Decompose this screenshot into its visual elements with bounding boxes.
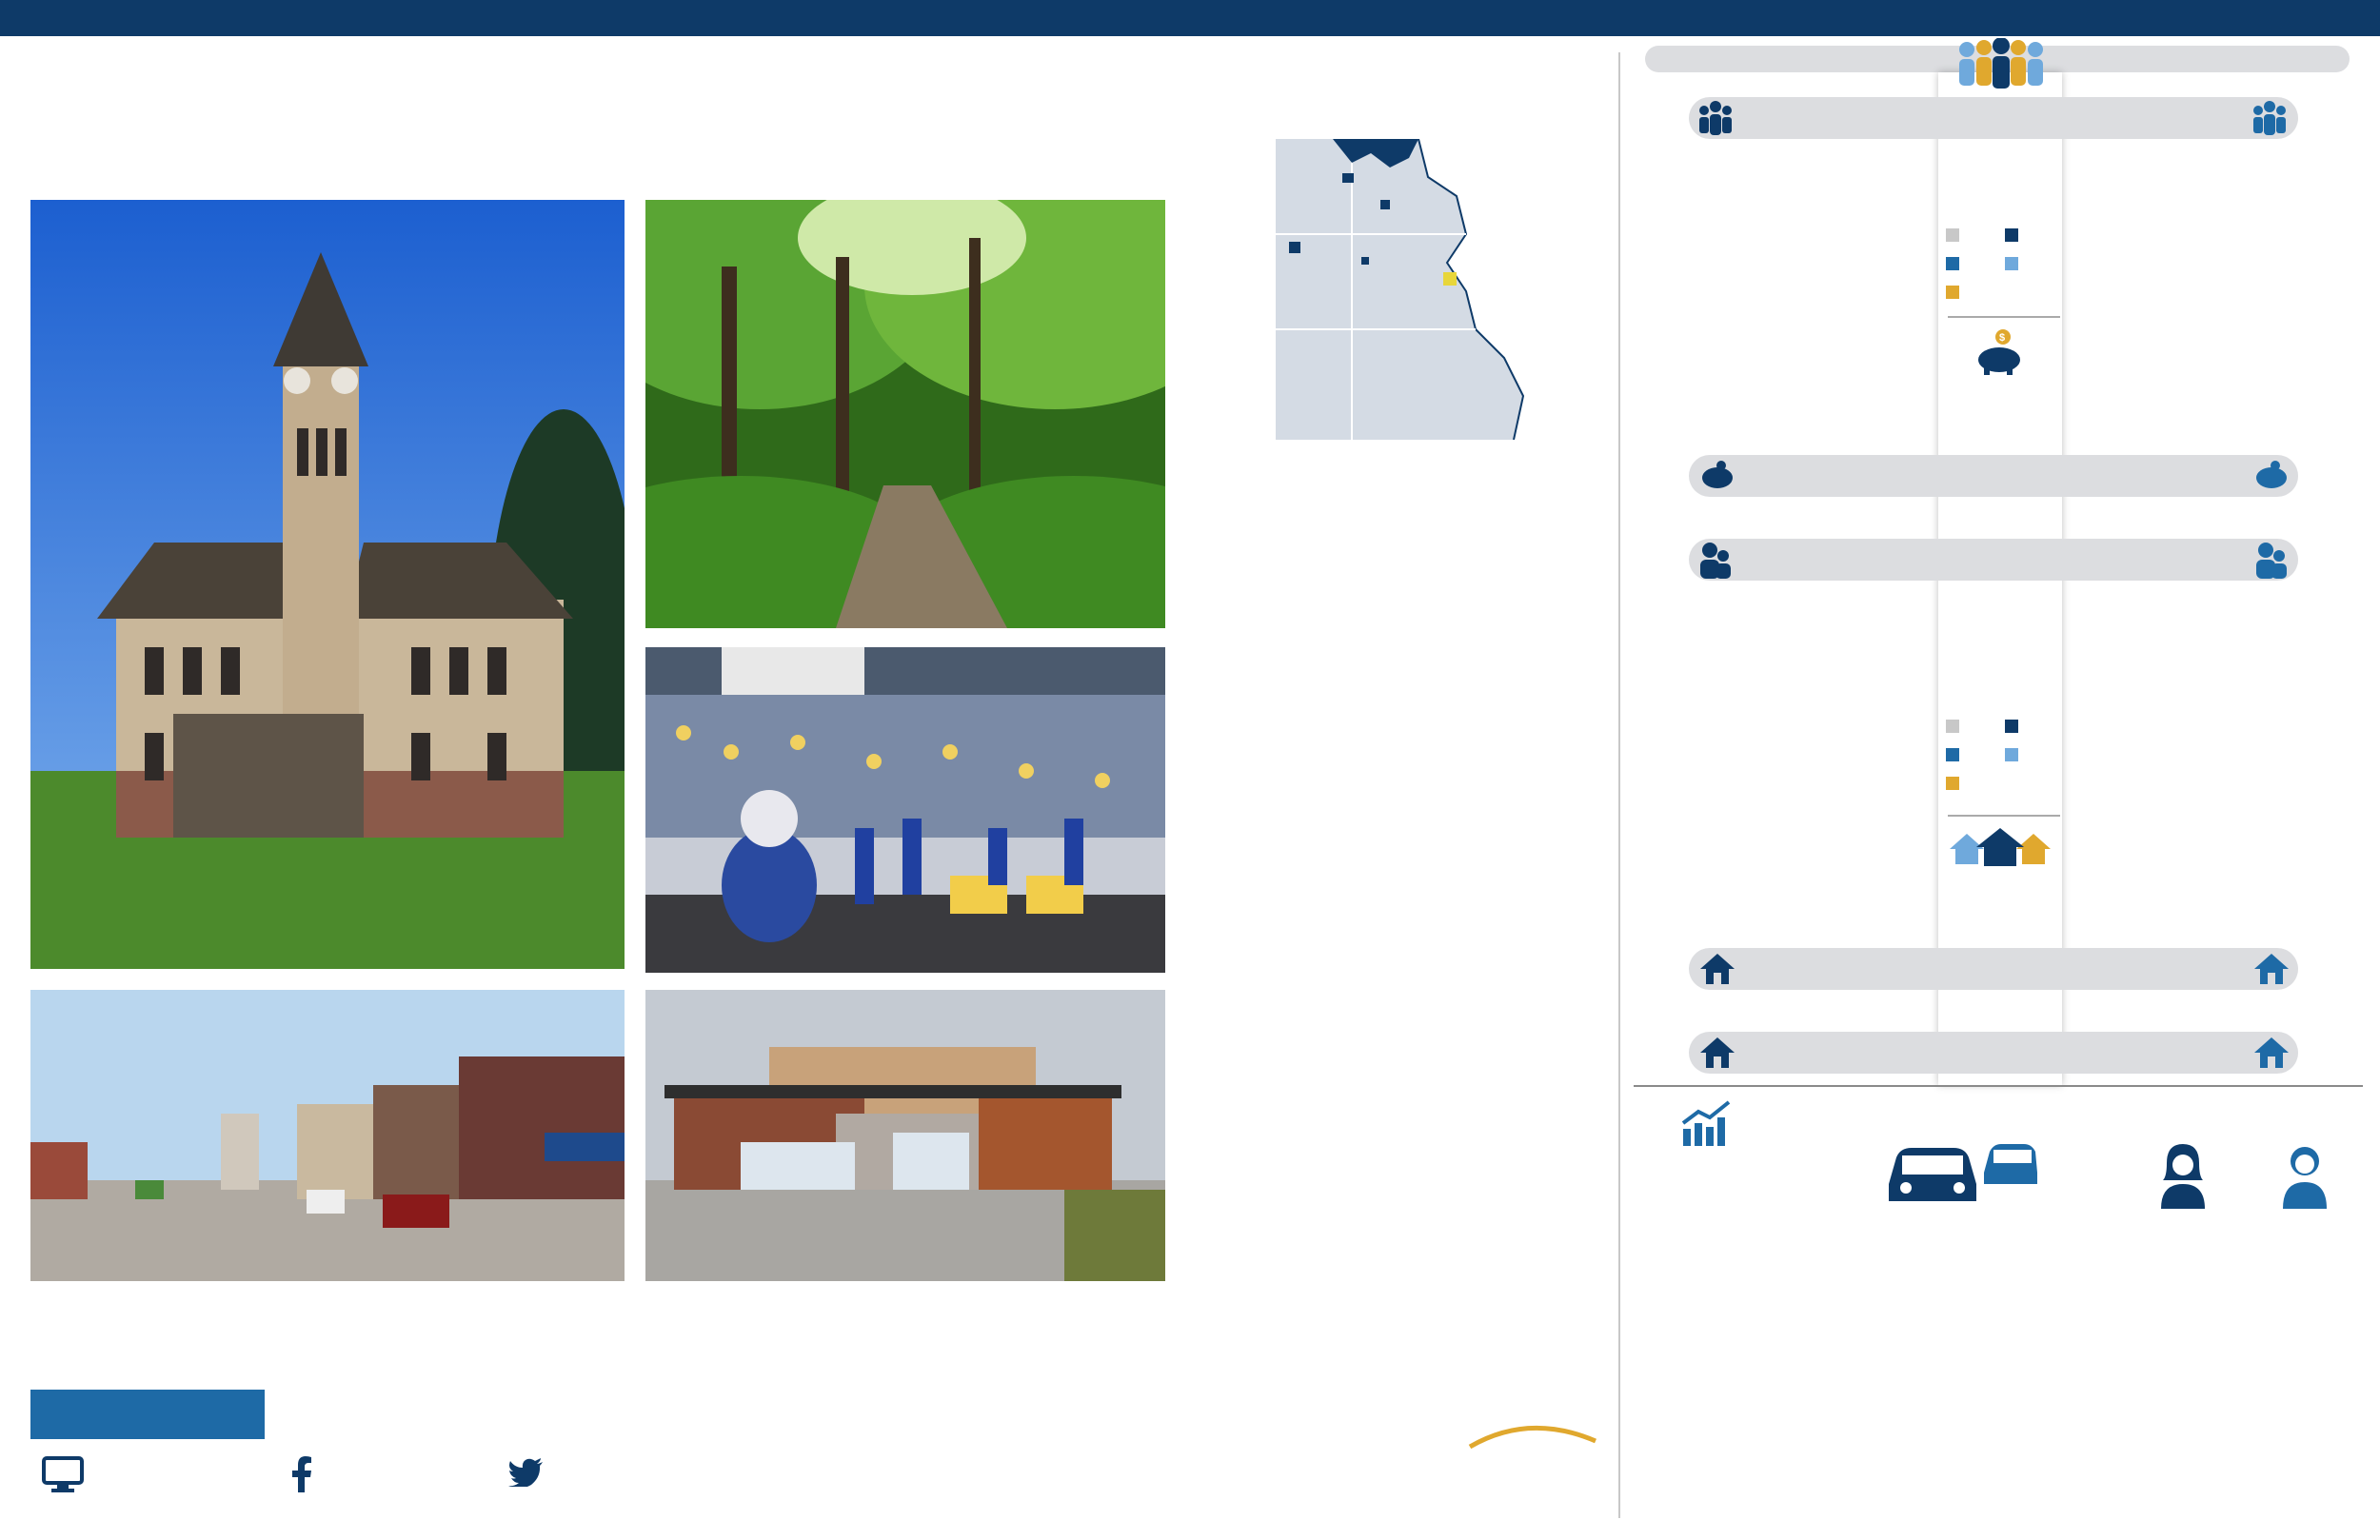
income-donut-2026 xyxy=(2083,621,2311,849)
downtown-street-photo xyxy=(30,990,625,1281)
monitor-icon xyxy=(42,1456,84,1497)
avg-income-left-icon xyxy=(1698,461,1736,496)
connect-with-us-label xyxy=(30,1390,265,1439)
households-pill xyxy=(1689,1032,2298,1074)
home-left-icon xyxy=(1698,952,1736,991)
median-income-right-icon xyxy=(2252,539,2291,585)
forest-trail-photo xyxy=(645,200,1165,628)
median-income-left-icon xyxy=(1696,539,1735,585)
svg-text:$: $ xyxy=(1999,332,2006,344)
income-legend-100k-plus xyxy=(1946,775,1964,790)
column-divider xyxy=(1618,52,1620,1518)
income-legend-25-50k xyxy=(2005,718,2023,733)
canton-logo xyxy=(1462,1418,1603,1492)
avg-income-right-icon xyxy=(2252,461,2291,496)
stats-divider xyxy=(1634,1085,2363,1087)
age-legend-35-44 xyxy=(1946,255,1964,270)
growth-chart-icon xyxy=(1681,1100,1735,1153)
households-left-icon xyxy=(1698,1036,1736,1075)
panel-divider-2 xyxy=(1948,815,2060,817)
home-right-icon xyxy=(2252,952,2291,991)
income-legend-50-75k xyxy=(1946,746,1964,761)
age-donut-2026 xyxy=(2083,156,2311,385)
school-building-photo xyxy=(645,990,1165,1281)
top-banner xyxy=(0,0,2380,36)
home-value-pill xyxy=(1689,948,2298,990)
income-legend-75-100k xyxy=(2005,746,2023,761)
twitter-icon[interactable] xyxy=(508,1458,543,1491)
panel-divider-1 xyxy=(1948,316,2060,318)
population-right-icon xyxy=(2252,99,2287,142)
avg-income-pill xyxy=(1689,455,2298,497)
piggy-bank-icon xyxy=(1971,327,2028,380)
stadium-mascot-photo xyxy=(645,647,1165,973)
courthouse-photo xyxy=(30,200,625,969)
income-legend-0-25k xyxy=(1946,718,1964,733)
population-people-icon xyxy=(1954,38,2049,96)
county-map xyxy=(1276,139,1533,440)
population-left-icon xyxy=(1698,99,1733,142)
male-icon xyxy=(2279,1142,2330,1214)
age-legend-45-64 xyxy=(2005,255,2023,270)
median-income-pill xyxy=(1689,539,2298,581)
cars-icon xyxy=(1885,1131,2037,1214)
age-legend-0-19 xyxy=(1946,227,1964,242)
age-legend-65-plus xyxy=(1946,284,1964,299)
housing-houses-icon xyxy=(1948,828,2053,873)
age-legend-20-34 xyxy=(2005,227,2023,242)
facebook-icon[interactable] xyxy=(291,1456,312,1497)
population-pill xyxy=(1689,97,2298,139)
age-donut-2021 xyxy=(1689,156,1917,385)
households-right-icon xyxy=(2252,1036,2291,1075)
income-donut-2021 xyxy=(1689,621,1917,849)
female-icon xyxy=(2157,1142,2209,1214)
